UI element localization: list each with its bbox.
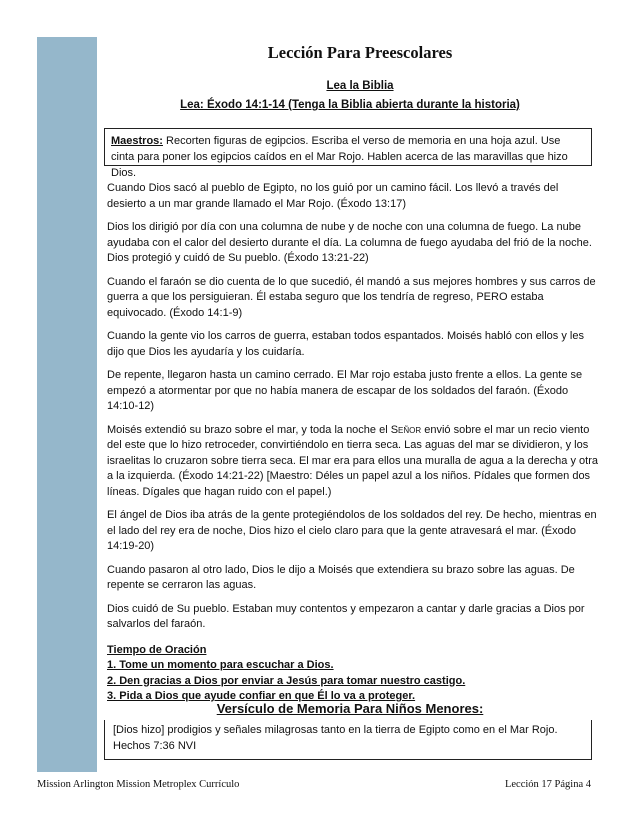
story-paragraph: El ángel de Dios iba atrás de la gente protegiéndolos de los soldados del rey. De hecho, mientras en el lado del rey era de noche, Dios hizo el cielo claro para que la gente atravesará el mar. (Éxodo 14:19-20): [107, 509, 597, 552]
story-text: envió sobre el mar un recio viento del este que lo hizo retroceder, convirtiéndolo en tierra seca. Las aguas del mar se dividieron, y los israelitas lo cruzaron sobre tierra seca. El mar era para ellos una muralla de agua a la derecha y otra a la izquierda. (Éxodo 14:21-22) [Maestro: Déles un papel azul a los niños. Pídales que formen dos líneas. Dígales que hagan ruido con el papel.): [107, 423, 598, 498]
prayer-section: [107, 643, 599, 705]
memory-verse-title: Versículo de Memoria Para Niños Menores:: [216, 701, 484, 716]
page-title: Lección Para Preescolares: [267, 43, 453, 62]
story-paragraph: Cuando Dios sacó al pueblo de Egipto, no los guió por un camino fácil. Los llevó a través del desierto a un mar grande llamado el Mar Rojo. (Éxodo 13:17): [107, 182, 559, 210]
teacher-note-text: Recorten figuras de egipcios. Escriba el verso de memoria en una hoja azul. Use cinta para poner los egipcios caídos en el Mar Rojo. Hablen acerca de las maravillas que hizo Dios.: [111, 135, 568, 179]
story-paragraph: [107, 423, 599, 501]
story-paragraph: Dios cuidó de Su pueblo. Estaban muy contentos y empezaron a cantar y darle gracias a Dios por salvarlos del faraón.: [107, 602, 585, 630]
lord-smallcaps: Señor: [390, 423, 422, 436]
scripture-reading: Lea: Éxodo 14:1-14 (Tenga la Biblia abierta durante la historia): [180, 99, 520, 111]
story-paragraph: Dios los dirigió por día con una columna de nube y de noche con una columna de fuego. La nube ayudaba con el calor del desierto durante el día. La columna de fuego ayudaba del frió de la noche. Dios protegió y cuidó de Su pueblo. (Éxodo 13:21-22): [107, 221, 592, 264]
prayer-item: 2. Den gracias a Dios por enviar a Jesús para tomar nuestro castigo.: [107, 674, 466, 687]
sidebar-accent-bar: [37, 37, 97, 772]
teacher-note-label: Maestros:: [111, 135, 163, 147]
prayer-item: 1. Tome un momento para escuchar a Dios.: [107, 659, 334, 671]
read-bible-heading: Lea la Biblia: [326, 80, 394, 92]
story-paragraph: Cuando el faraón se dio cuenta de lo que sucedió, él mandó a sus mejores hombres y sus carros de guerra a que los persiguieran. Él estaba seguro que los tendría de regreso, PERO estaba equivocado. (Éxodo 14:1-9): [107, 275, 596, 319]
story-text: Moisés extendió su brazo sobre el mar, y toda la noche el: [107, 423, 391, 436]
footer-page-number: Lección 17 Página 4: [504, 779, 591, 790]
story-paragraph: De repente, llegaron hasta un camino cerrado. El Mar rojo estaba justo frente a ellos. La gente se empezó a atormentar por que no había manera de escapar de los soldados del faraón. (Éxodo 14:10-12): [107, 369, 583, 412]
teacher-note-box: [104, 128, 592, 179]
story-paragraph: Cuando pasaron al otro lado, Dios le dijo a Moisés que extendiera su brazo sobre las aguas. De repente se cerraron las aguas.: [107, 563, 575, 591]
footer-curriculum: Mission Arlington Mission Metroplex Currículo: [37, 779, 240, 790]
memory-verse-text: [Dios hizo] prodigios y señales milagrosas tanto en la tierra de Egipto como en el Mar Rojo. Hechos 7:36 NVI: [113, 724, 558, 752]
prayer-item: 3. Pida a Dios que ayude confiar en que Él lo va a proteger.: [107, 690, 416, 702]
story-content: [107, 181, 599, 705]
memory-verse-box: [104, 720, 592, 760]
story-paragraph: Cuando la gente vio los carros de guerra, estaban todos espantados. Moisés habló con ellos y les dijo que Dios les ayudaría y los cuidaría.: [107, 330, 584, 358]
prayer-title: Tiempo de Oración: [107, 643, 207, 656]
